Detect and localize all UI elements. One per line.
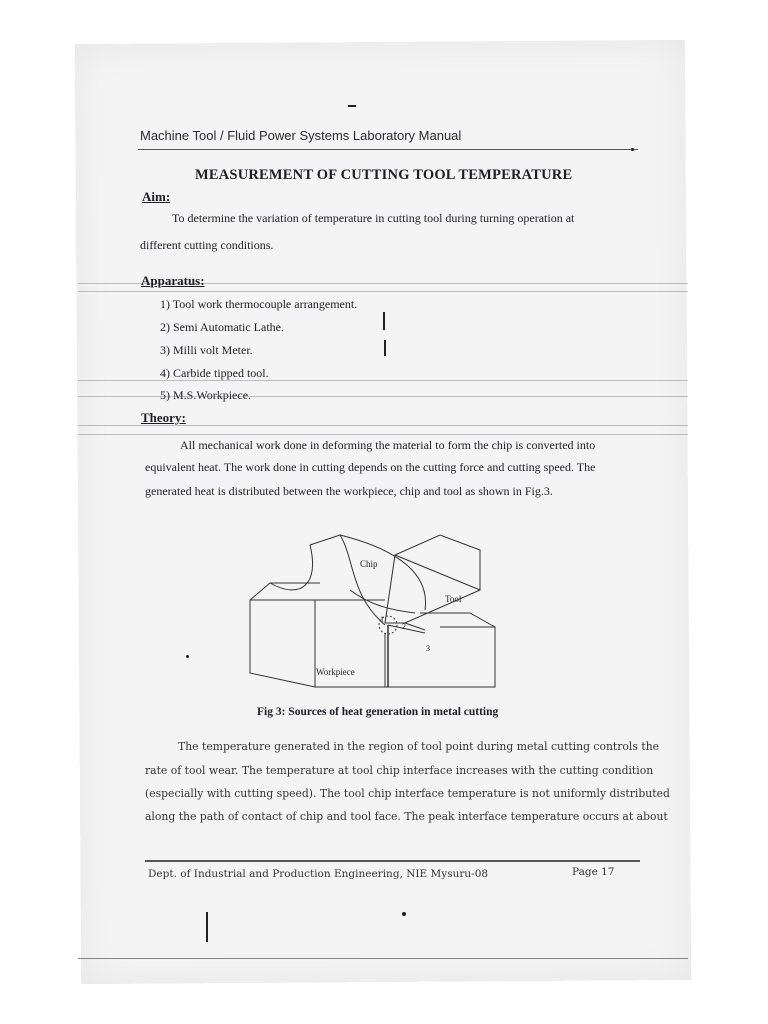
apparatus-heading: Apparatus: [141,273,205,288]
footer-department: Dept. of Industrial and Production Engineering, NIE Mysuru-08 [148,868,489,880]
aim-text-line-1: To determine the variation of temperature in cutting tool during turning operation at [172,211,575,225]
manual-header: Machine Tool / Fluid Power Systems Laboratory Manual [140,128,462,143]
body-text-line-4: along the path of contact of chip and tool face. The peak interface temperature occurs at about [145,810,668,823]
scan-speck [186,655,189,658]
scan-line [78,396,688,397]
apparatus-item: 3) Milli volt Meter. [160,343,253,357]
aim-text-line-2: different cutting conditions. [140,238,274,252]
body-text-line-3: (especially with cutting speed). The tool chip interface temperature is not uniformly distributed [145,787,670,800]
scan-line [78,291,688,292]
page-title: MEASUREMENT OF CUTTING TOOL TEMPERATURE [195,167,573,183]
zone-2-label: 2 [402,622,406,631]
scan-line [78,958,688,959]
zone-1-label: 1 [380,615,384,624]
scan-speck [402,912,406,916]
footer-rule [145,860,640,862]
zone-3-label: 3 [426,644,430,653]
apparatus-item: 1) Tool work thermocouple arrangement. [160,297,358,311]
theory-text-line-3: generated heat is distributed between the workpiece, chip and tool as shown in Fig.3. [145,484,553,498]
apparatus-item: 5) M.S.Workpiece. [160,388,252,402]
theory-heading: Theory: [141,410,186,425]
body-text-line-2: rate of tool wear. The temperature at tool chip interface increases with the cutting condition [145,764,654,777]
body-text-line-1: The temperature generated in the region of tool point during metal cutting controls the [178,740,660,753]
apparatus-item: 2) Semi Automatic Lathe. [160,320,284,334]
pen-mark [206,912,208,942]
apparatus-item: 4) Carbide tipped tool. [160,366,269,380]
header-rule [138,149,638,150]
theory-text-line-2: equivalent heat. The work done in cutting depends on the cutting force and cutting speed. The [145,460,596,474]
tool-label: Tool [445,594,462,604]
scan-speck [631,148,634,151]
chip-label: Chip [360,559,378,569]
pen-mark [384,340,386,356]
aim-heading: Aim: [142,189,171,204]
theory-text-line-1: All mechanical work done in deforming the material to form the chip is converted into [180,438,596,452]
scan-speck [348,105,356,107]
scan-line [78,434,688,435]
workpiece-label: Workpiece [316,667,355,677]
heat-generation-figure [230,505,510,695]
scan-line [78,380,688,381]
figure-caption: Fig 3: Sources of heat generation in metal cutting [257,706,499,718]
pen-mark [383,312,385,330]
page-number: Page 17 [572,866,615,878]
